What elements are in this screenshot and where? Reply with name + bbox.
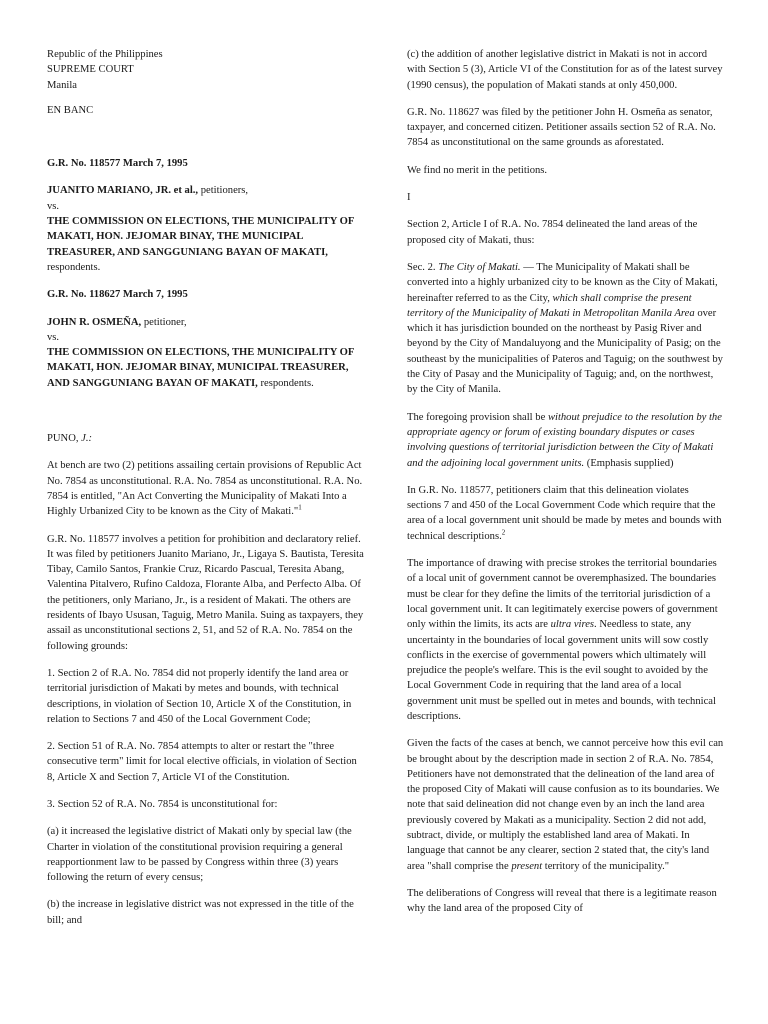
ground-3b: (b) the increase in legislative district was not expressed in the title of the bill; and [47, 899, 354, 926]
quoted-foregoing-provision: The foregoing provision shall be without prejudice to the resolution by the appropriate agency or forum of existing boundary disputes or cases involving questions of territorial jurisdiction between the City of Makati and the adjoining local government units. (Emphasis supplied) [407, 411, 722, 469]
ground-1: 1. Section 2 of R.A. No. 7854 did not properly identify the land area or territorial jurisdiction of Makati by metes and bounds, with technical descriptions, in violation of Section 10, Article X of the Constitution, in relation to Sections 7 and 450 of the Local Government Code; [47, 667, 352, 725]
case2-petitioner-name: JOHN R. OSMEÑA, [47, 316, 142, 328]
ground-3: 3. Section 52 of R.A. No. 7854 is unconstitutional for: [47, 798, 278, 810]
paragraph-section-2-intro: Section 2, Article I of R.A. No. 7854 delineated the land areas of the proposed city of Makati, thus: [407, 219, 698, 246]
case1-gr-number: G.R. No. 118577 March 7, 1995 [47, 158, 188, 170]
case1-respondents-role: respondents. [47, 261, 101, 273]
case2-respondents [47, 345, 365, 391]
paragraph-importance-boundaries: The importance of drawing with precise strokes the territorial boundaries of a local unit of government cannot be overemphasized. The boundaries must be clear for they define the limits of the territorial jurisdiction of a local government unit. It can legitimately exercise powers of government only within the limits, its acts are ultra vires. Needless to state, any uncertainty in the boundaries of local government units will sow costly conflicts in the exercise of governmental powers which ultimately will prejudice the people's welfare. This is the evil sought to avoided by the Local Government Code in requiring that the land area of a local government unit must be spelled out in metes and bounds, with technical descriptions. [407, 558, 718, 722]
footnote-ref-1[interactable]: 1 [298, 503, 302, 512]
case1-respondents-name: THE COMMISSION ON ELECTIONS, THE MUNICIPALITY OF MAKATI, HON. JEJOMAR BINAY, THE MUNICIPAL TREASURER, AND SANGGUNIANG BAYAN OF MAKATI, [47, 216, 354, 258]
case2-petitioner-role: petitioner, [141, 316, 187, 328]
case1-petitioners-role: petitioners, [198, 185, 249, 197]
paragraph-no-merit: We find no merit in the petitions. [407, 164, 548, 176]
ponente [47, 431, 365, 446]
paragraph-petition-118577: G.R. No. 118577 involves a petition for prohibition and declaratory relief. It was filed by petitioners Juanito Mariano, Jr., Ligaya S. Bautista, Teresita Tibay, Camilo Santos, Frankie Cruz, Ricardo Pascual, Teresita Abang, Valentina Pitalvero, Rufino Caldoza, Florante Alba, and Perfecto Alba. Of the petitioners, only Mariano, Jr., is a resident of Makati. The others are residents of Ibayo Ususan, Taguig, Metro Manila. Suing as taxpayers, they assail as unconstitutional sections 2, 51, and 52 of R.A. No. 7854 on the following grounds: [47, 533, 364, 652]
ponente-name: PUNO, [47, 433, 79, 445]
case2-respondents-name: THE COMMISSION ON ELECTIONS, THE MUNICIPALITY OF MAKATI, HON. JEJOMAR BINAY, MUNICIPAL TREASURER, AND SANGGUNIANG BAYAN OF MAKATI, [47, 347, 354, 389]
case1-petitioners-name: JUANITO MARIANO, JR. et al., [47, 185, 199, 197]
case1-vs: vs. [47, 200, 60, 212]
quoted-section-2: Sec. 2. The City of Makati. — The Municipality of Makati shall be converted into a highly urbanized city to be known as the City of Makati, hereinafter referred to as the City, which shall comprise the present territory of the Municipality of Makati in Metropolitan Manila Area over which it has jurisdiction bounded on the northeast by Pasig River and beyond by the City of Mandaluyong and the Municipality of Pasig; on the southeast by the municipalities of Pateros and Taguig; on the southwest by the City of Pasay and the Municipality of Taguig; and, on the northwest, by the City of Manila. [407, 261, 723, 396]
case2-vs: vs. [47, 331, 60, 343]
paragraph-intro: At bench are two (2) petitions assailing certain provisions of Republic Act No. 7854 as unconstitutional. R.A. No. 7854 as unconstitutional. R.A. No. 7854 is entitled, "An Act Converting the Municipality of Makati Into a Highly Urbanized City to be known as the City of Makati."$^1$ [47, 460, 363, 518]
case2-petitioner [47, 315, 365, 330]
case2-respondents-role: respondents. [257, 377, 314, 389]
paragraph-given-facts: Given the facts of the cases at bench, we cannot perceive how this evil can be brought about by the description made in section 2 of R.A. No. 7854, Petitioners have not demonstrated that the delineation of the land area of the proposed City of Makati will cause confusion as to its boundaries. We note that said delineation did not change even by an inch the land area previously covered by Makati as a municipality. Section 2 did not add, subtract, divide, or multiply the established land area of Makati. In language that cannot be any clearer, section 2 stated that, the city's land area "shall comprise the present territory of the municipality." [407, 738, 724, 872]
case1-petitioners [47, 183, 365, 198]
case2-gr-number: G.R. No. 118627 March 7, 1995 [47, 289, 188, 301]
header-city: Manila [47, 79, 78, 91]
paragraph-petition-118627: G.R. No. 118627 was filed by the petitioner John H. Osmeña as senator, taxpayer, and concerned citizen. Petitioner assails section 52 of R.A. No. 7854 as unconstitutional on the same grounds as aforestated. [407, 106, 716, 149]
header-republic: Republic of the Philippines [47, 49, 163, 60]
left-column [47, 47, 365, 940]
ponente-title: J.: [78, 433, 93, 445]
paragraph-petitioners-claim: In G.R. No. 118577, petitioners claim that this delineation violates sections 7 and 450 of the Local Government Code which require that the area of a local government unit should be made by metes and bounds with technical descriptions.$^2$ [407, 484, 722, 542]
footnote-ref-2[interactable]: 2 [501, 528, 506, 537]
ground-3a: (a) it increased the legislative district of Makati only by special law (the Charter in violation of the constitutional provision requiring a general reapportionment law to be passed by Congress within three (3) years following the return of every census; [47, 826, 352, 884]
ground-2: 2. Section 51 of R.A. No. 7854 attempts to alter or restart the "three consecutive term" limit for local elective officials, in violation of Section 8, Article X and Section 7, Article VI of the Constitution. [47, 741, 357, 783]
section-roman-numeral: I [407, 192, 411, 204]
ground-3c: (c) the addition of another legislative district in Makati is not in accord with Section 5 (3), Article VI of the Constitution for as of the latest survey (1990 census), the population of Makati stands at only 450,000. [407, 49, 723, 91]
case1-respondents [47, 214, 365, 275]
header-division: EN BANC [47, 104, 94, 116]
paragraph-deliberations: The deliberations of Congress will reveal that there is a legitimate reason why the land area of the proposed City of [407, 887, 717, 915]
right-column [407, 47, 725, 929]
header-court: SUPREME COURT [47, 64, 134, 76]
